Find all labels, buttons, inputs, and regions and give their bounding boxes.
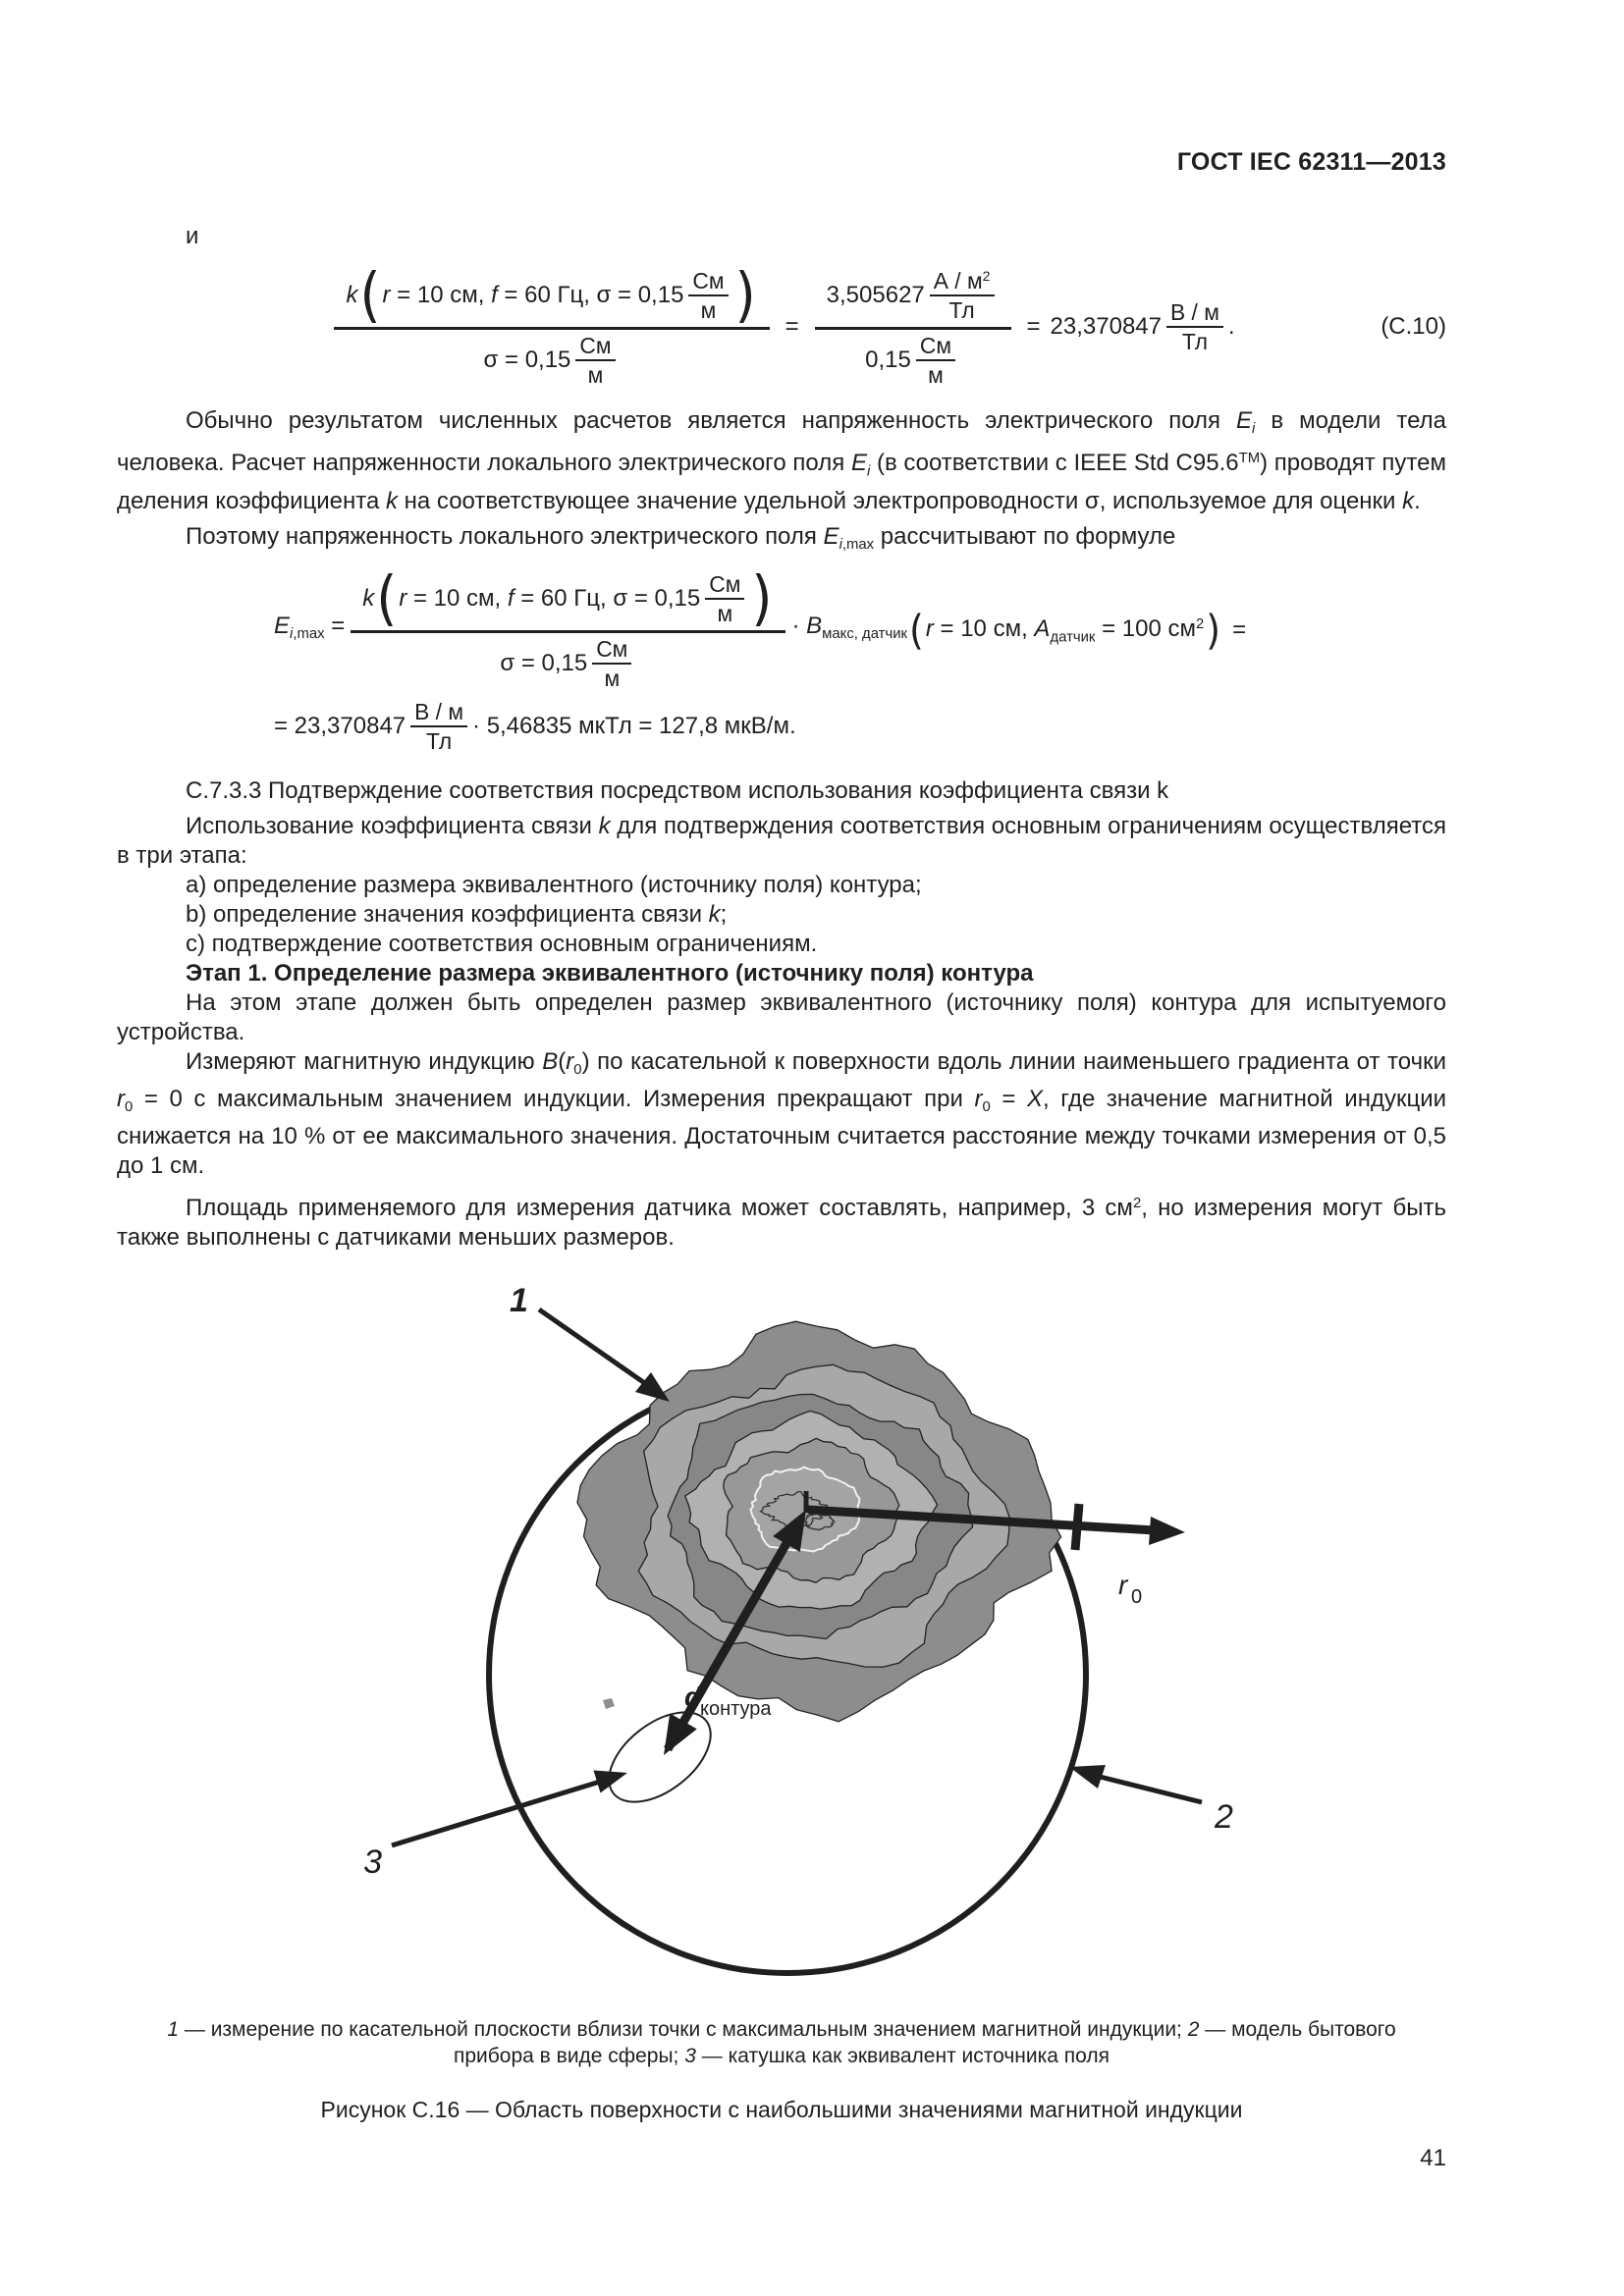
right-paren: ) xyxy=(1206,607,1221,655)
paragraph-sensor-area: Площадь применяемого для измерения датчика может составлять, например, 3 $см^2$, но измерения могут быть также выполнены с датчиками меньших размеров. xyxy=(117,1195,1446,1252)
b-sensor-term: · $B_{макс, датчик}$ xyxy=(791,613,908,643)
figure-svg xyxy=(244,1264,1423,1991)
d-contour-label-sub: контура xyxy=(700,1698,772,1721)
list-item-b: b) определение значения коэффициента связи k; xyxy=(186,900,728,928)
paragraph-three-stages: Использование коэффициента связи k для подтверждения соответствия основным ограничениям осуществляется в три этапа: xyxy=(117,812,1446,869)
figure-c16 xyxy=(244,1264,1446,1999)
fraction-am2-tl: А / $м^2$ Тл xyxy=(930,268,995,323)
r0-tick xyxy=(1075,1504,1079,1550)
equation-number: (С.10) xyxy=(1380,313,1446,340)
arrow-2-head xyxy=(1069,1765,1106,1789)
list-item-a: a) определение размера эквивалентного (источнику поля) контура; xyxy=(186,871,922,898)
fraction-k-sigma: k ( r = 10 см, f = 60 Гц, σ = 0,15 См м ) σ = 0,15 См м xyxy=(351,569,785,692)
arrow-1-line xyxy=(539,1309,646,1384)
paragraph-stage1-intro: На этом этапе должен быть определен размер эквивалентного (источнику поля) контура для испытуемого устройства. xyxy=(117,988,1446,1045)
figure-label-3: 3 xyxy=(363,1843,382,1882)
result-coefficient: 23,370847 xyxy=(1050,313,1162,340)
contour-fleck xyxy=(603,1698,615,1709)
right-paren: ) xyxy=(751,563,773,633)
arrow-2-line xyxy=(1100,1777,1202,1802)
formula-eimax-result: = 23,370847 В / м Тл · 5,46835 мкТл = 127,8 мкВ/м. xyxy=(274,698,796,754)
fraction-sm-m: См м xyxy=(916,333,955,388)
formula-c10: k ( r = 10 см, f = 60 Гц, σ = 0,15 См м ) σ = 0,15 См м = 3,505627 А / $м^2$ Тл 0,15 См м = 23,370847 В / м Тл . (С.10) xyxy=(117,263,1446,391)
left-paren: ( xyxy=(359,259,381,330)
list-item-c: c) подтверждение соответствия основным ограничениям. xyxy=(186,930,818,957)
fraction-k-sigma: k ( r = 10 см, f = 60 Гц, σ = 0,15 См м ) σ = 0,15 См м xyxy=(334,266,769,389)
formula-eimax: $E_{i,max}$ = k ( r = 10 см, f = 60 Гц, σ = 0,15 См м ) σ = 0,15 См м · $B_{макс, датчик}$ ( r = 10 см, $A_{датчик} = 100$ $см^2$ ) = xyxy=(274,563,1247,692)
fraction-vm-tl: В / м Тл xyxy=(1166,299,1223,354)
fraction-sm-m: См м xyxy=(592,636,631,691)
figure-caption: 1 — измерение по касательной плоскости вблизи точки с максимальным значением магнитной индукции; 2 — модель бытового прибора в виде сферы; 3 — катушка как эквивалент источника поля xyxy=(167,2018,1396,2068)
arrow-3-line xyxy=(392,1782,600,1845)
fraction-vm-tl: В / м Тл xyxy=(410,699,467,754)
fraction-numeric: 3,505627 А / $м^2$ Тл 0,15 См м xyxy=(815,266,1011,389)
arrow-1-head xyxy=(635,1372,670,1402)
fraction-sm-m: См м xyxy=(575,333,615,388)
fraction-sm-m: См м xyxy=(688,268,728,323)
heading-c733: С.7.3.3 Подтверждение соответствия посредством использования коэффициента связи k xyxy=(186,776,1169,804)
page-header: ГОСТ IEC 62311—2013 xyxy=(1176,148,1446,176)
heading-stage1: Этап 1. Определение размера эквивалентного (источнику поля) контура xyxy=(186,959,1034,987)
paragraph-measurement: Измеряют магнитную индукцию $B(r_0)$ по касательной к поверхности вдоль линии наименьшего градиента от точки $r_0 = 0$ с максимальным значением индукции. Измерения прекращают при $r_0 = X$, где значение магнитной индукции снижается на 10 % от ее максимального значения. Достаточным считается расстояние между точками измерения от 0,5 до 1 см. xyxy=(117,1047,1447,1180)
figure-label-2: 2 xyxy=(1215,1798,1233,1837)
d-contour-label: d xyxy=(684,1682,702,1713)
fraction-sm-m: См м xyxy=(705,571,744,626)
figure-title: Рисунок С.16 — Область поверхности с наибольшими значениями магнитной индукции xyxy=(320,2097,1243,2123)
r0-arrow-head xyxy=(1149,1517,1185,1545)
right-paren: ) xyxy=(734,259,756,330)
left-paren: ( xyxy=(909,607,924,655)
r0-label: r xyxy=(1118,1570,1128,1601)
r0-label-sub: 0 xyxy=(1131,1586,1143,1609)
page-number: 41 xyxy=(1420,2145,1446,2172)
paragraph-therefore: Поэтому напряженность локального электрического поля $E_{i,max}$ рассчитывают по формуле xyxy=(186,522,1176,553)
paragraph-numeric-results: Обычно результатом численных расчетов является напряженность электрического поля $E_i$ в модели тела человека. Расчет напряженности локального электрического поля $E_i$ (в соответствии с IEEE Std C95.6™) проводят путем деления коэффициента k на соответствующее значение удельной электропроводности σ, используемое для оценки k. xyxy=(117,407,1447,514)
figure-label-1: 1 xyxy=(510,1282,528,1320)
left-paren: ( xyxy=(376,563,398,633)
connector-word: и xyxy=(186,223,199,249)
